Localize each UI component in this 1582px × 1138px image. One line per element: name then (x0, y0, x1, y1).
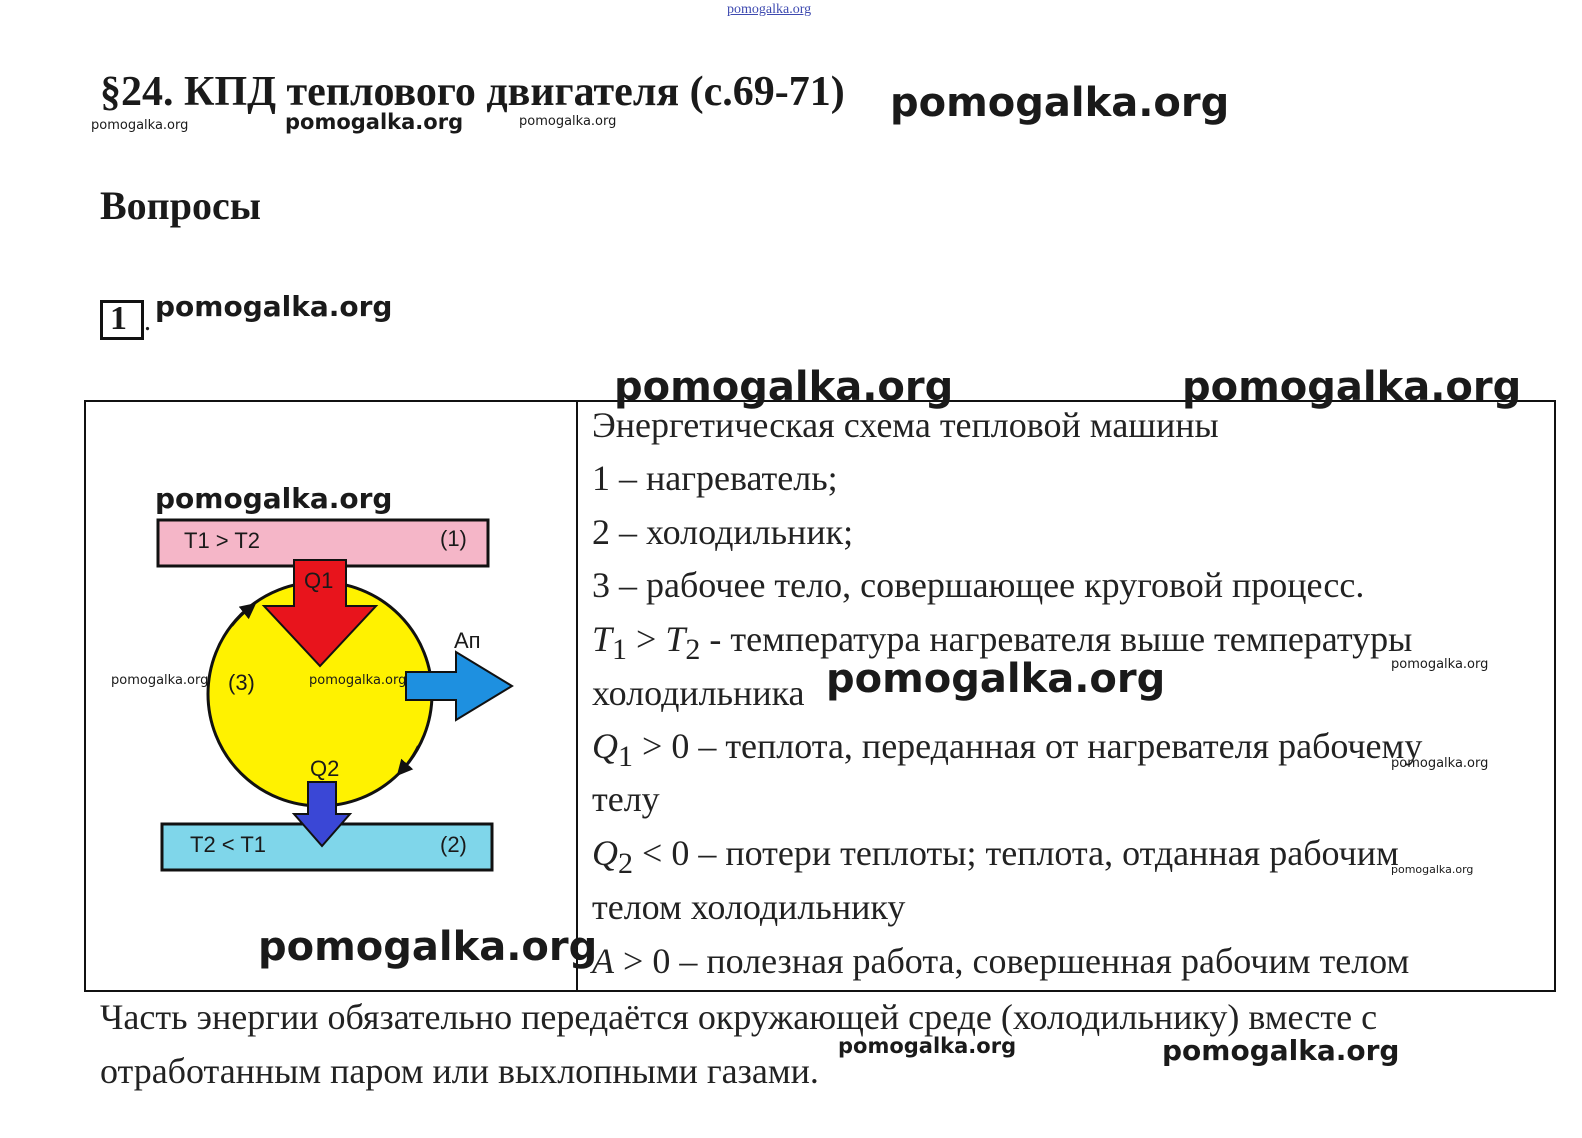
watermark: pomogalka.org (1162, 1034, 1400, 1067)
watermark: pomogalka.org (309, 673, 407, 688)
heater-tag: (1) (440, 526, 467, 551)
description-line: 1 – нагреватель; (592, 458, 838, 498)
paragraph-line: отработанным паром или выхлопными газами. (100, 1051, 819, 1091)
paragraph-line: Часть энергии обязательно передаётся окружающей среде (холодильнику) вместе с (100, 997, 1378, 1037)
watermark: pomogalka.org (519, 114, 617, 129)
description-line: Энергетическая схема тепловой машины (592, 405, 1219, 445)
cooler-tag: (2) (440, 832, 467, 857)
watermark: pomogalka.org (890, 80, 1230, 126)
q2-label: Q2 (310, 756, 340, 781)
formula-line: $T_1 > T_2$ - температура нагревателя выше температуры (592, 619, 1413, 667)
watermark: pomogalka.org (614, 364, 954, 410)
formula-line: $Q_1 > 0$ – теплота, переданная от нагревателя рабочему (592, 726, 1423, 774)
watermark: pomogalka.org (1182, 364, 1522, 410)
site-link[interactable]: pomogalka.org (727, 2, 812, 17)
watermark: pomogalka.org (111, 673, 209, 688)
formula-line: A > 0 – полезная работа, совершенная рабочим телом (592, 941, 1410, 981)
cooler-label: T2 < T1 (190, 832, 267, 857)
watermark: pomogalka.org (1391, 657, 1489, 672)
watermark: pomogalka.org (155, 290, 393, 323)
page-title: §24. КПД теплового двигателя (с.69-71) (100, 69, 845, 115)
watermark: pomogalka.org (838, 1034, 1017, 1058)
section-heading: Вопросы (100, 183, 261, 228)
watermark: pomogalka.org (826, 656, 1166, 702)
question-number: 1 (110, 300, 127, 337)
heater-label: T1 > T2 (184, 528, 261, 553)
watermark: pomogalka.org (285, 110, 464, 134)
question-number-dot: . (144, 306, 151, 337)
description-line: холодильника (592, 673, 805, 713)
watermark: pomogalka.org (91, 118, 189, 133)
q1-label: Q1 (304, 568, 334, 593)
watermark: pomogalka.org (258, 924, 598, 970)
description-line: 2 – холодильник; (592, 512, 854, 552)
table-divider (576, 400, 578, 992)
description-line: телу (592, 779, 660, 819)
body-tag: (3) (228, 670, 255, 695)
watermark: pomogalka.org (1391, 756, 1489, 771)
heat-engine-diagram (100, 500, 540, 890)
watermark: pomogalka.org (155, 482, 393, 515)
formula-line: $Q_2 < 0$ – потери теплоты; теплота, отданная рабочим (592, 833, 1399, 881)
work-label: Aп (454, 628, 481, 653)
watermark: pomogalka.org (1391, 863, 1474, 876)
description-line: 3 – рабочее тело, совершающее круговой процесс. (592, 565, 1365, 605)
description-line: телом холодильнику (592, 887, 906, 927)
